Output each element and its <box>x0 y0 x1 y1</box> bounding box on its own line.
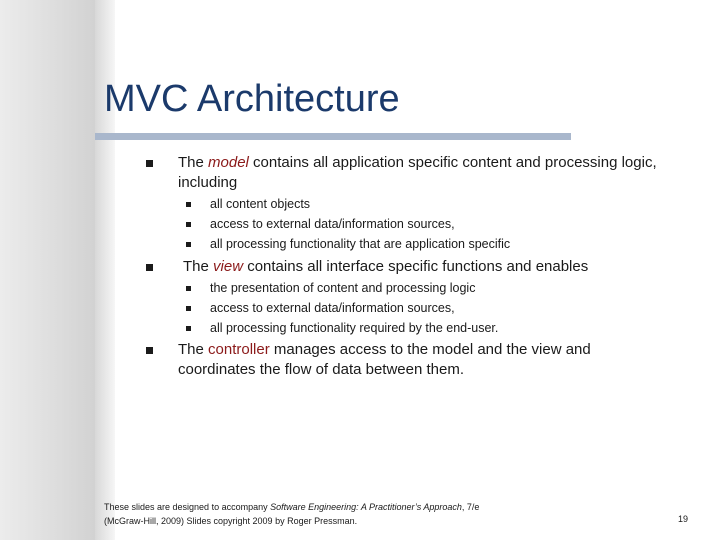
footer-book-title: Software Engineering: A Practitioner’s Approach <box>270 502 462 512</box>
sub-bullet-square-icon <box>186 242 191 247</box>
bullet-controller-post: manages access to the model and the view and coordinates the flow of data between them. <box>178 341 591 378</box>
bullet-model-post: contains all application specific content and processing logic, including <box>178 154 657 191</box>
sub-bullet-square-icon <box>186 222 191 227</box>
sub-bullet-square-icon <box>186 306 191 311</box>
bullet-model-pre: The <box>178 154 209 171</box>
bullet-view-pre: The <box>183 258 214 275</box>
page-number: 19 <box>678 514 689 524</box>
bullet-view <box>183 257 588 277</box>
sub-bullet-square-icon <box>186 326 191 331</box>
bullet-square-icon <box>146 264 153 271</box>
keyword-controller: controller <box>208 341 270 358</box>
bullet-model <box>178 153 668 193</box>
bullet-view-post: contains all interface specific functions and enables <box>243 258 589 275</box>
keyword-view: view <box>213 258 244 275</box>
sub-bullet-square-icon <box>186 202 191 207</box>
sub-bullet-view-2: access to external data/information sources, <box>210 301 455 315</box>
slide-background-band <box>0 0 95 540</box>
slide-title: MVC Architecture <box>104 78 400 120</box>
bullet-square-icon <box>146 160 153 167</box>
footer-line-1 <box>104 500 479 514</box>
keyword-model: model <box>208 154 249 171</box>
footer-line-1-post: , 7/e <box>461 502 480 512</box>
sub-bullet-square-icon <box>186 286 191 291</box>
title-underline <box>95 133 571 140</box>
footer-line-2: (McGraw-Hill, 2009) Slides copyright 2009 by Roger Pressman. <box>104 516 358 526</box>
sub-bullet-view-3: all processing functionality required by the end-user. <box>210 321 499 335</box>
bullet-square-icon <box>146 347 153 354</box>
sub-bullet-view-1: the presentation of content and processing logic <box>210 281 476 295</box>
slide-footer <box>104 500 479 528</box>
sub-bullet-model-1: all content objects <box>210 197 311 211</box>
sub-bullet-model-2: access to external data/information sources, <box>210 217 455 231</box>
bullet-controller <box>178 340 648 380</box>
footer-line-1-pre: These slides are designed to accompany <box>104 502 271 512</box>
sub-bullet-model-3: all processing functionality that are application specific <box>210 237 511 251</box>
bullet-controller-pre: The <box>178 341 209 358</box>
